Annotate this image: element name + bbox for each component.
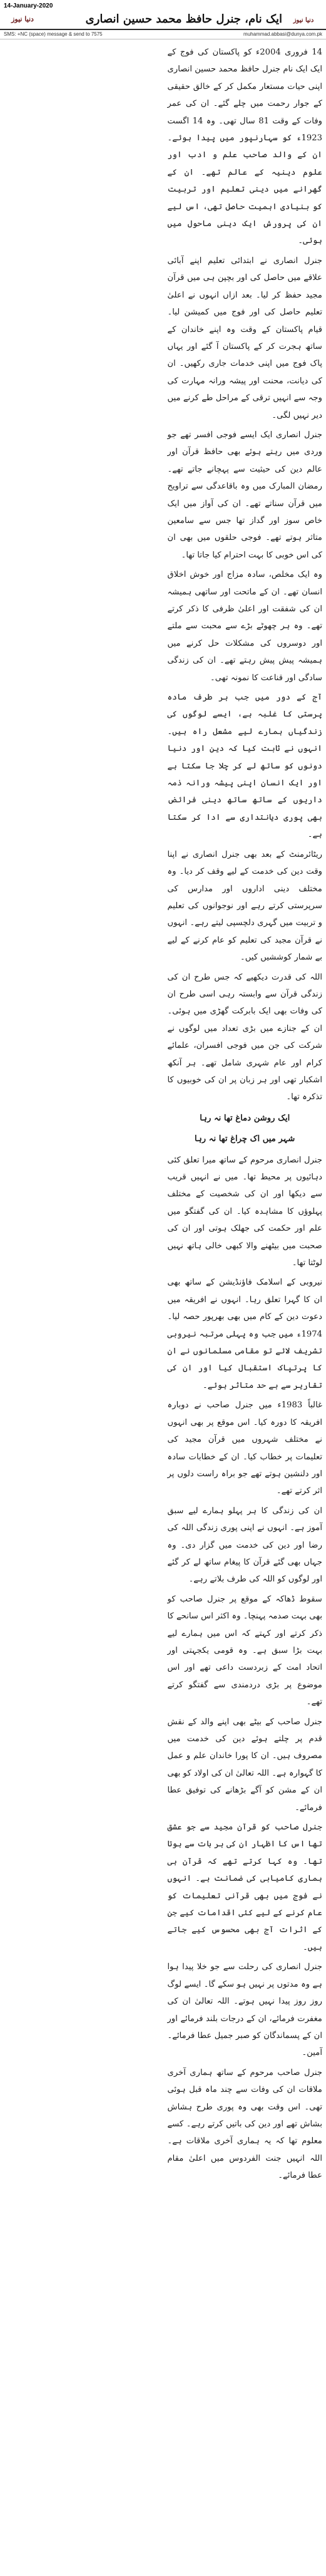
publication-date: 14-January-2020 (4, 3, 53, 9)
article-headline: ایک نام، جنرل حافظ محمد حسین انصاری (85, 13, 282, 26)
author-email: muhammad.abbasi@dunya.com.pk (243, 31, 322, 37)
article-paragraph: 14 فروری 2004ء کو پاکستان کی فوج کے ایک ایک نام جنرل حافظ محمد حسین انصاری اپنی حیات مستعار مکمل کر کے خالق حقیقی کے جوار رحمت میں چلے گئے۔ ان کی عمر وفات کے وقت 81 سال تھی۔ وہ 14 اگست 1923ء کو سہارنپور میں پیدا ہوئے۔ ان کے والد صاحب علم و ادب اور علوم دینیہ کے عالم تھے۔ ان کے گھرانے میں دینی تعلیم اور تربیت کو بنیادی اہمیت حاصل تھی، اس لیے ان کی پرورش ایک دینی ماحول میں ہوئی۔ (167, 48, 322, 246)
article-paragraph: سقوط ڈھاکہ کے موقع پر جنرل صاحب کو بھی بہت صدمہ پہنچا۔ وہ اکثر اس سانحے کا ذکر کرتے اور کہتے کہ اس میں ہمارے لیے بہت بڑا سبق ہے۔ وہ قومی یکجہتی اور اتحاد امت کے زبردست داعی تھے اور اس موضوع پر بڑی دردمندی سے گفتگو کرتے تھے۔ (167, 1594, 322, 1707)
article-paragraph: جنرل صاحب کو قرآن مجید سے جو عشق تھا اس کا اظہار ان کی ہر بات سے ہوتا تھا۔ وہ کہا کرتے تھے کہ قرآن ہی ہماری کامیابی کی ضمانت ہے۔ انہوں نے فوج میں بھی قرآنی تعلیمات کو عام کرنے کے لیے کئی اقدامات کیے جن کے اثرات آج بھی محسوس کیے جاتے ہیں۔ (167, 1823, 322, 1952)
article-paragraph: جنرل انصاری ایک ایسے فوجی افسر تھے جو وردی میں رہتے ہوئے بھی حافظ قرآن اور عالم دین کی حیثیت سے پہچانے جاتے تھے۔ رمضان المبارک میں وہ باقاعدگی سے تراویح میں قرآن سناتے تھے۔ ان کی آواز میں ایک خاص سوز اور گداز تھا جس سے سامعین متاثر ہوتے تھے۔ فوجی حلقوں میں بھی ان کی اس خوبی کا بہت احترام کیا جاتا تھا۔ (167, 430, 322, 560)
article-paragraph: وہ ایک مخلص، سادہ مزاج اور خوش اخلاق انسان تھے۔ ان کے ماتحت اور ساتھی ہمیشہ ان کی شفقت اور اعلیٰ ظرفی کا ذکر کرتے تھے۔ وہ ہر چھوٹے بڑے سے محبت سے ملتے اور دوسروں کی مشکلات حل کرنے میں ہمیشہ پیش پیش رہتے تھے۔ ان کی زندگی سادگی اور قناعت کا نمونہ تھی۔ (167, 570, 322, 683)
article-paragraph: ریٹائرمنٹ کے بعد بھی جنرل انصاری نے اپنا وقت دین کی خدمت کے لیے وقف کر دیا۔ وہ مختلف دینی اداروں اور مدارس کی سرپرستی کرتے رہے اور نوجوانوں کی تعلیم و تربیت میں گہری دلچسپی لیتے رہے۔ انہوں نے قرآن مجید کی تعلیم کو عام کرنے کے لیے بے شمار کوششیں کیں۔ (167, 849, 322, 963)
newspaper-logo: دنیا نیوز (11, 15, 34, 23)
author-strip (0, 30, 326, 39)
article-body (4, 44, 322, 2568)
poetry-verse: شہر میں اک چراغ تھا نہ رہا (195, 1134, 295, 1144)
article-paragraph: جنرل انصاری کی رحلت سے جو خلا پیدا ہوا ہے وہ مدتوں پر نہیں ہو سکے گا۔ ایسے لوگ روز روز پیدا نہیں ہوتے۔ اللہ تعالیٰ ان کی مغفرت فرمائے، ان کے درجات بلند فرمائے اور ان کے پسماندگان کو صبر جمیل عطا فرمائے۔ آمین۔ (167, 1962, 322, 2058)
title-row (0, 11, 326, 30)
article-paragraph: جنرل انصاری نے ابتدائی تعلیم اپنے آبائی علاقے میں حاصل کی اور بچپن ہی میں قرآن مجید حفظ کر لیا۔ بعد ازاں انہوں نے اعلیٰ تعلیم حاصل کی اور فوج میں کمیشن لیا۔ قیام پاکستان کے وقت وہ اپنے خاندان کے ساتھ ہجرت کر کے پاکستان آ گئے اور یہاں پاک فوج میں اپنی خدمات جاری رکھیں۔ ان کی دیانت، محنت اور پیشہ ورانہ مہارت کی وجہ سے انہیں ترقی کے مراحل طے کرنے میں دیر نہیں لگی۔ (167, 256, 322, 420)
poetry-verse: ایک روشن دماغ تھا نہ رہا (200, 1113, 290, 1123)
article-paragraph: جنرل صاحب مرحوم کے ساتھ ہماری آخری ملاقات ان کی وفات سے چند ماہ قبل ہوئی تھی۔ اس وقت بھی وہ پوری طرح ہشاش بشاش تھے اور دین کی باتیں کرتے رہے۔ کسے معلوم تھا کہ یہ ہماری آخری ملاقات ہے۔ اللہ انہیں جنت الفردوس میں اعلیٰ مقام عطا فرمائے۔ (167, 2067, 322, 2181)
article-paragraph: اللہ کی قدرت دیکھیے کہ جس طرح ان کی زندگی قرآن سے وابستہ رہی اسی طرح ان کی وفات بھی ایک بابرکت گھڑی میں ہوئی۔ ان کے جنازے میں بڑی تعداد میں لوگوں نے شرکت کی جن میں فوجی افسران، علمائے کرام اور عام شہری شامل تھے۔ ہر آنکھ اشکبار تھی اور ہر زبان پر ان کی خوبیوں کا تذکرہ تھا۔ (167, 972, 322, 1102)
article-paragraph: جنرل صاحب کے بیٹے بھی اپنے والد کے نقش قدم پر چلتے ہوئے دین کی خدمت میں مصروف ہیں۔ ان کا پورا خاندان علم و عمل کا گہوارہ ہے۔ اللہ تعالیٰ ان کی اولاد کو بھی ان کے مشن کو آگے بڑھانے کی توفیق عطا فرمائے۔ (167, 1717, 322, 1813)
sms-note: SMS: +NC (space) message & send to 7575 (4, 31, 103, 37)
masthead-logo: دنیا نیوز (293, 16, 314, 24)
article-paragraph: جنرل انصاری مرحوم کے ساتھ میرا تعلق کئی دہائیوں پر محیط تھا۔ میں نے انہیں قریب سے دیکھا اور ان کی شخصیت کے مختلف پہلوؤں کا مشاہدہ کیا۔ ان کی گفتگو میں علم اور حکمت کی جھلک ہوتی اور ان کی صحبت میں بیٹھنے والا کبھی خالی ہاتھ نہیں لوٹتا تھا۔ (167, 1155, 322, 1268)
article-paragraph: غالباً 1983ء میں جنرل صاحب نے دوبارہ افریقہ کا دورہ کیا۔ اس موقع پر بھی انہوں نے مختلف شہروں میں قرآن مجید کی تعلیمات پر خطاب کیا۔ ان کے خطابات سادہ اور دلنشین ہوتے تھے جو براہ راست دلوں پر اثر کرتے تھے۔ (167, 1400, 322, 1496)
article-paragraph: نیروبی کے اسلامک فاؤنڈیشن کے ساتھ بھی ان کا گہرا تعلق رہا۔ انہوں نے افریقہ میں دعوت دین کے کام میں بھی بھرپور حصہ لیا۔ 1974ء میں جب وہ پہلی مرتبہ نیروبی تشریف لائے تو مقامی مسلمانوں نے ان کا پرتپاک استقبال کیا اور ان کی تقاریر سے بے حد متاثر ہوئے۔ (167, 1278, 322, 1390)
article-paragraph: ان کی زندگی کا ہر پہلو ہمارے لیے سبق آموز ہے۔ انہوں نے اپنی پوری زندگی اللہ کی رضا اور دین کی خدمت میں گزار دی۔ وہ جہاں بھی گئے قرآن کا پیغام ساتھ لے کر گئے اور لوگوں کو اللہ کی طرف بلاتے رہے۔ (167, 1506, 322, 1585)
article-paragraph: آج کے دور میں جب ہر طرف مادہ پرستی کا غلبہ ہے، ایسے لوگوں کی زندگیاں ہمارے لیے مشعل راہ ہیں۔ انہوں نے ثابت کیا کہ دین اور دنیا دونوں کو ساتھ لے کر چلا جا سکتا ہے اور ایک انسان اپنی پیشہ ورانہ ذمہ داریوں کے ساتھ ساتھ دینی فرائض بھی پوری دیانتداری سے ادا کر سکتا ہے۔ (167, 693, 322, 840)
